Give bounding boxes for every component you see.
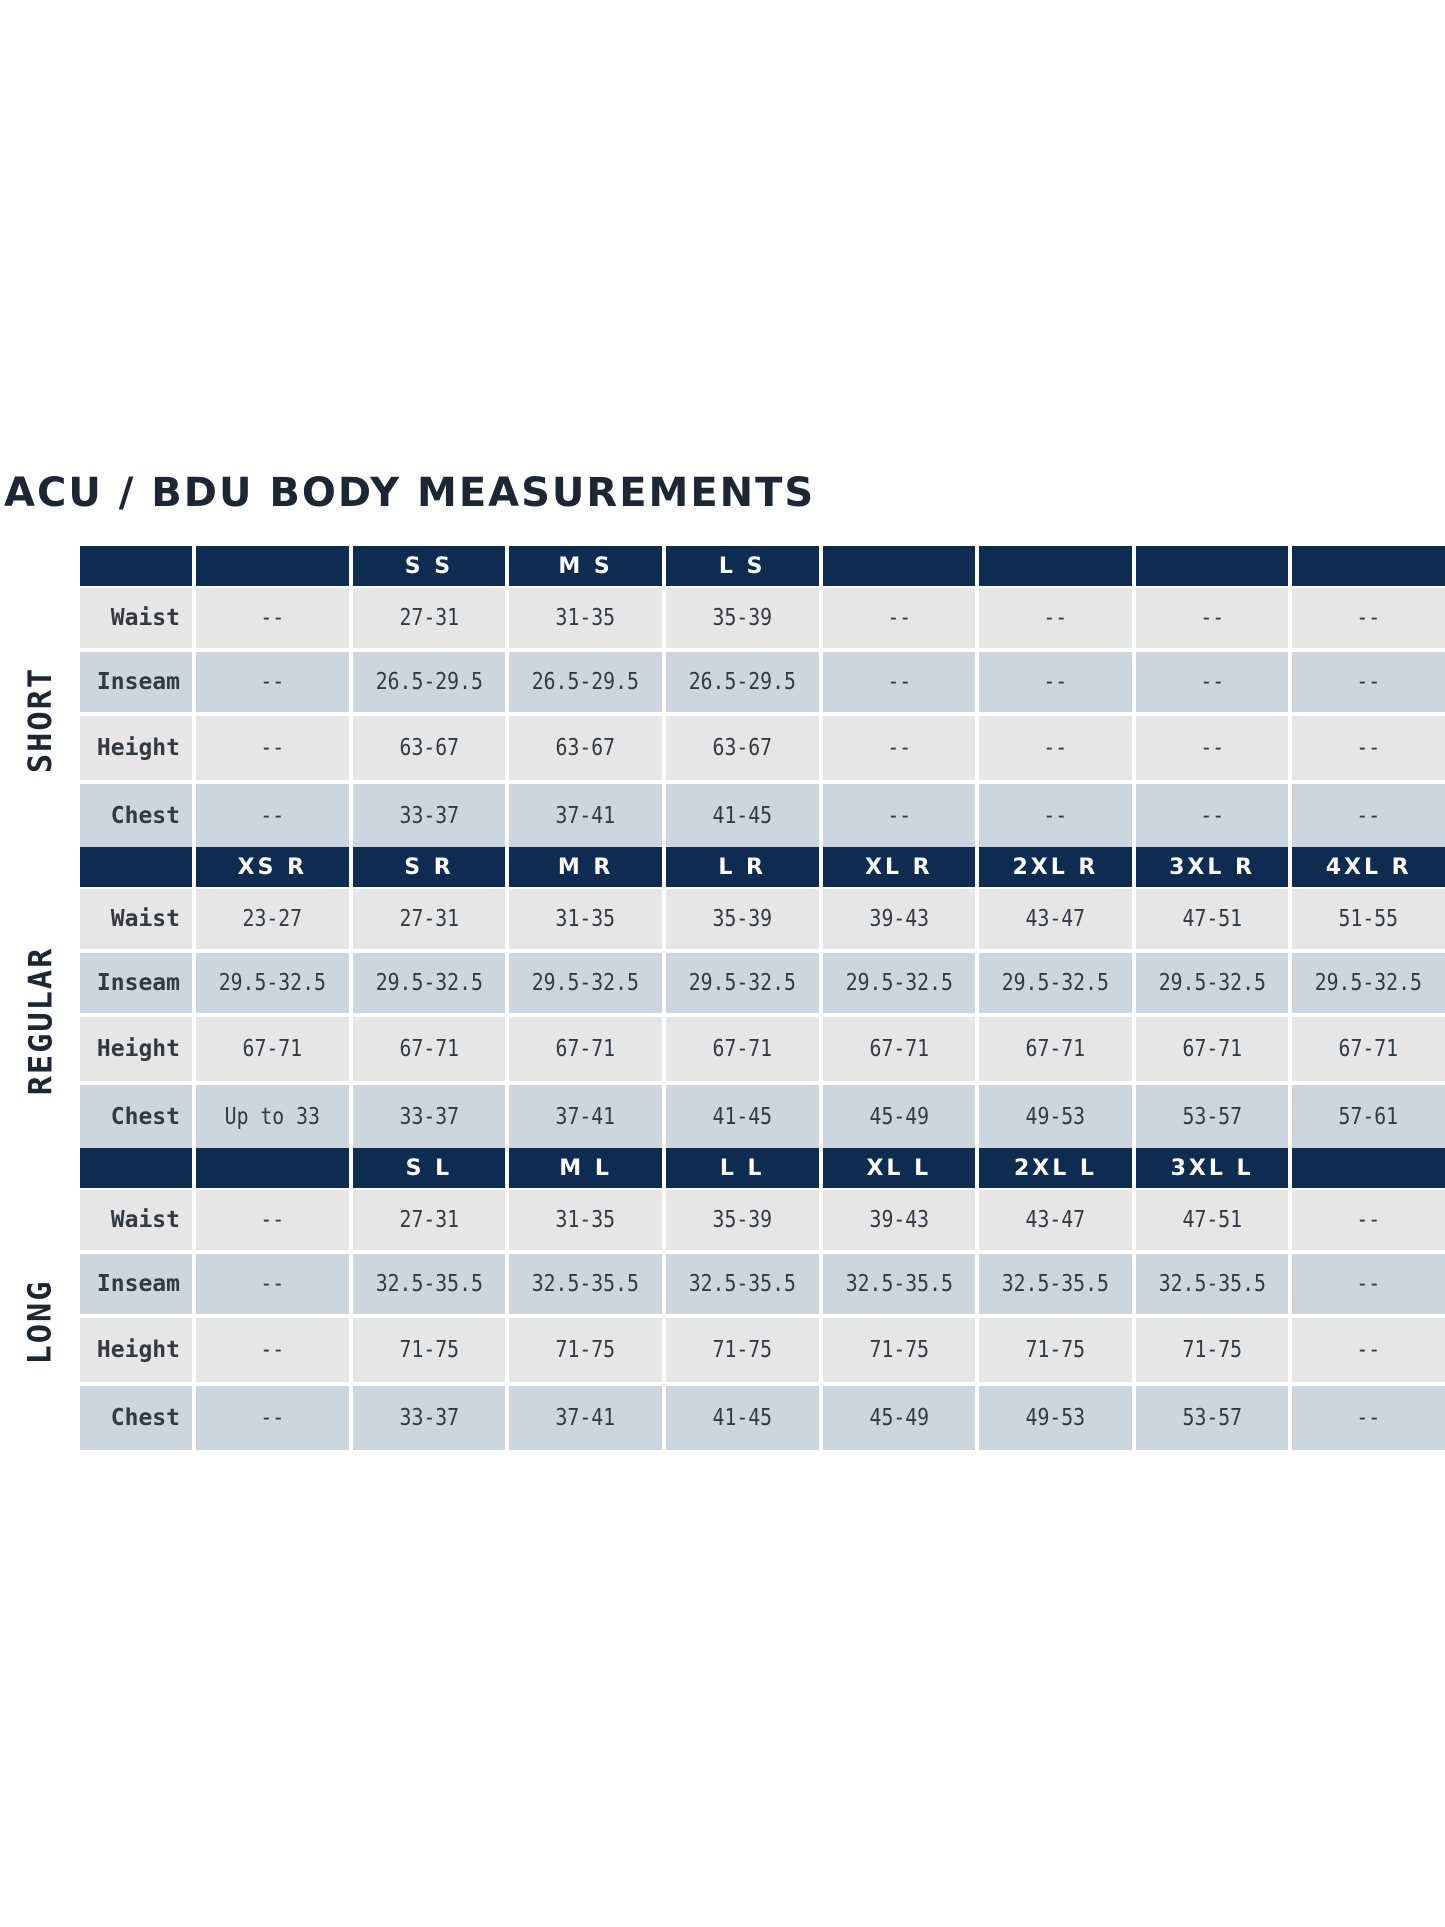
measure-row-inseam: [80, 1254, 1445, 1314]
size-header-cell: L R: [666, 847, 819, 887]
table-cell: [196, 1386, 349, 1450]
table-cell: [1136, 652, 1289, 712]
section-regular: [21, 847, 1445, 1149]
size-header-cell: [1292, 546, 1445, 586]
cell-value: 41-45: [712, 803, 772, 829]
table-cell: [509, 1318, 662, 1382]
table-cell: [1136, 1386, 1289, 1450]
table-cell: [979, 1318, 1132, 1382]
table-cell: [353, 1017, 506, 1081]
table-cell: [353, 716, 506, 780]
size-header-cell: [80, 546, 192, 586]
table-cell: [509, 953, 662, 1013]
size-header-cell: S R: [353, 847, 506, 887]
table-cell: [666, 784, 819, 848]
cell-value: 26.5-29.5: [688, 669, 796, 695]
cell-value: 31-35: [555, 906, 616, 932]
measure-row-chest: [80, 1386, 1445, 1450]
cell-value: 63-67: [555, 735, 616, 761]
table-cell: [823, 652, 976, 712]
row-label: Height: [80, 1318, 192, 1382]
cell-value: 23-27: [242, 906, 303, 932]
size-header-cell: L L: [666, 1148, 819, 1188]
cell-value: 49-53: [1025, 1104, 1086, 1130]
cell-value: --: [260, 669, 285, 695]
row-label: Waist: [80, 889, 192, 949]
cell-value: 43-47: [1025, 906, 1086, 932]
size-header-cell: S S: [353, 546, 506, 586]
cell-value: --: [1043, 735, 1068, 761]
table-cell: [509, 716, 662, 780]
cell-value: --: [886, 669, 911, 695]
table-cell: [509, 652, 662, 712]
measure-row-height: [80, 1017, 1445, 1081]
table-cell: [353, 652, 506, 712]
table-cell: [196, 953, 349, 1013]
row-label: Inseam: [80, 1254, 192, 1314]
cell-value: --: [1356, 1271, 1381, 1297]
table-cell: [1292, 953, 1445, 1013]
table-cell: [1136, 588, 1289, 648]
chart-title: ACU / BDU BODY MEASUREMENTS: [4, 470, 816, 516]
cell-value: 35-39: [712, 906, 772, 932]
cell-value: --: [260, 1405, 285, 1431]
cell-value: 49-53: [1025, 1405, 1086, 1431]
table-cell: [1292, 1085, 1445, 1149]
cell-value: 32.5-35.5: [688, 1271, 796, 1297]
size-header-cell: [823, 546, 976, 586]
cell-value: 71-75: [555, 1337, 616, 1363]
cell-value: 71-75: [869, 1337, 929, 1363]
cell-value: --: [1356, 1337, 1381, 1363]
cell-value: 53-57: [1182, 1104, 1242, 1130]
cell-value: --: [1200, 605, 1224, 631]
section-long: [21, 1148, 1445, 1450]
section-label-text: LONG: [21, 1279, 59, 1365]
table-cell: [1292, 1386, 1445, 1450]
measure-row-waist: [80, 588, 1445, 648]
table-cell: [1136, 1318, 1289, 1382]
cell-value: --: [1200, 803, 1224, 829]
cell-value: --: [1356, 1207, 1381, 1233]
size-header-cell: [80, 1148, 192, 1188]
cell-value: 29.5-32.5: [531, 970, 640, 996]
cell-value: --: [1356, 1405, 1381, 1431]
table-cell: [823, 1254, 976, 1314]
table-cell: [666, 1254, 819, 1314]
table-cell: [666, 1017, 819, 1081]
cell-value: 41-45: [712, 1405, 772, 1431]
table-cell: [1292, 716, 1445, 780]
table-cell: [353, 784, 506, 848]
table-cell: [979, 588, 1132, 648]
table-cell: [196, 1190, 349, 1250]
cell-value: --: [886, 803, 911, 829]
cell-value: 47-51: [1182, 906, 1242, 932]
table-cell: [823, 1190, 976, 1250]
size-header-cell: 3XL L: [1136, 1148, 1289, 1188]
section-label-text: REGULAR: [21, 946, 60, 1096]
cell-value: 37-41: [555, 1104, 616, 1130]
size-header-cell: [1292, 1148, 1445, 1188]
size-header-cell: 2XL R: [979, 847, 1132, 887]
table-cell: [823, 1318, 976, 1382]
cell-value: 31-35: [555, 605, 616, 631]
table-cell: [196, 1085, 349, 1149]
cell-value: 27-31: [399, 605, 459, 631]
table-cell: [1292, 889, 1445, 949]
cell-value: 67-71: [869, 1036, 929, 1062]
cell-value: --: [1043, 605, 1068, 631]
table-cell: [979, 1017, 1132, 1081]
size-header-cell: [979, 546, 1132, 586]
table-cell: [979, 953, 1132, 1013]
measure-row-waist: [80, 889, 1445, 949]
table-cell: [979, 1085, 1132, 1149]
table-cell: [1292, 784, 1445, 848]
size-header-cell: L S: [666, 546, 819, 586]
section-label: [0, 893, 80, 1149]
cell-value: 71-75: [399, 1337, 459, 1363]
table-cell: [1136, 1190, 1289, 1250]
table-cell: [1292, 588, 1445, 648]
cell-value: --: [260, 605, 285, 631]
table-cell: [509, 784, 662, 848]
measure-row-inseam: [80, 953, 1445, 1013]
cell-value: 71-75: [1182, 1337, 1242, 1363]
size-header-cell: [196, 1148, 349, 1188]
cell-value: --: [260, 1207, 285, 1233]
cell-value: 26.5-29.5: [375, 669, 483, 695]
cell-value: 33-37: [399, 1405, 459, 1431]
cell-value: 67-71: [555, 1036, 616, 1062]
table-cell: [509, 1085, 662, 1149]
row-label: Chest: [80, 784, 192, 848]
row-label: Chest: [80, 1085, 192, 1149]
cell-value: 41-45: [712, 1104, 772, 1130]
cell-value: --: [1200, 735, 1224, 761]
cell-value: 33-37: [399, 1104, 459, 1130]
table-cell: [666, 588, 819, 648]
cell-value: --: [1043, 669, 1068, 695]
section-label: [0, 1194, 80, 1450]
cell-value: 26.5-29.5: [531, 669, 640, 695]
measure-row-chest: [80, 1085, 1445, 1149]
table-cell: [353, 1386, 506, 1450]
table-cell: [1292, 1017, 1445, 1081]
cell-value: 39-43: [869, 906, 929, 932]
table-cell: [196, 716, 349, 780]
size-header-row: [80, 1148, 1445, 1188]
row-label: Waist: [80, 588, 192, 648]
size-header-row: [80, 546, 1445, 586]
cell-value: 27-31: [399, 906, 459, 932]
table-cell: [1292, 1318, 1445, 1382]
cell-value: --: [1043, 803, 1068, 829]
cell-value: 29.5-32.5: [375, 970, 483, 996]
cell-value: 43-47: [1025, 1207, 1086, 1233]
cell-value: 37-41: [555, 1405, 616, 1431]
cell-value: --: [886, 605, 911, 631]
row-label: Inseam: [80, 953, 192, 1013]
table-cell: [509, 1254, 662, 1314]
section-label-text: SHORT: [21, 666, 60, 774]
size-header-cell: M S: [509, 546, 662, 586]
table-cell: [1292, 1190, 1445, 1250]
measure-row-height: [80, 1318, 1445, 1382]
table-cell: [509, 889, 662, 949]
cell-value: 45-49: [869, 1104, 929, 1130]
table-cell: [196, 1318, 349, 1382]
cell-value: --: [1356, 735, 1381, 761]
cell-value: --: [260, 1337, 285, 1363]
size-header-row: [80, 847, 1445, 887]
row-label: Chest: [80, 1386, 192, 1450]
table-cell: [353, 1254, 506, 1314]
table-cell: [979, 1386, 1132, 1450]
row-label: Waist: [80, 1190, 192, 1250]
table-cell: [353, 1190, 506, 1250]
table-cell: [509, 588, 662, 648]
cell-value: 67-71: [712, 1036, 772, 1062]
size-header-cell: [1136, 546, 1289, 586]
table-cell: [196, 1254, 349, 1314]
cell-value: 29.5-32.5: [1158, 970, 1266, 996]
row-label: Height: [80, 1017, 192, 1081]
cell-value: 29.5-32.5: [218, 970, 326, 996]
table-cell: [509, 1190, 662, 1250]
size-header-cell: XL R: [823, 847, 976, 887]
table-cell: [1292, 652, 1445, 712]
measure-row-waist: [80, 1190, 1445, 1250]
table-cell: [979, 784, 1132, 848]
table-cell: [509, 1386, 662, 1450]
table-cell: [353, 953, 506, 1013]
cell-value: 32.5-35.5: [531, 1271, 640, 1297]
table-cell: [666, 1085, 819, 1149]
size-header-cell: 2XL L: [979, 1148, 1132, 1188]
cell-value: 39-43: [869, 1207, 929, 1233]
cell-value: 29.5-32.5: [845, 970, 953, 996]
size-header-cell: [196, 546, 349, 586]
table-cell: [666, 1190, 819, 1250]
cell-value: 57-61: [1338, 1104, 1399, 1130]
table-cell: [1292, 1254, 1445, 1314]
table-cell: [666, 1386, 819, 1450]
cell-value: 71-75: [712, 1337, 772, 1363]
cell-value: --: [260, 803, 285, 829]
cell-value: 67-71: [1025, 1036, 1086, 1062]
size-header-cell: S L: [353, 1148, 506, 1188]
cell-value: 32.5-35.5: [845, 1271, 953, 1297]
table-cell: [1136, 889, 1289, 949]
table-cell: [196, 889, 349, 949]
cell-value: 27-31: [399, 1207, 459, 1233]
table-cell: [196, 1017, 349, 1081]
size-header-cell: 4XL R: [1292, 847, 1445, 887]
table-cell: [666, 889, 819, 949]
table-cell: [1136, 953, 1289, 1013]
cell-value: 32.5-35.5: [1001, 1271, 1110, 1297]
table-cell: [666, 953, 819, 1013]
cell-value: 32.5-35.5: [1158, 1271, 1266, 1297]
cell-value: --: [1356, 605, 1381, 631]
row-label: Height: [80, 716, 192, 780]
cell-value: 29.5-32.5: [1001, 970, 1110, 996]
cell-value: 67-71: [1182, 1036, 1242, 1062]
cell-value: 33-37: [399, 803, 459, 829]
table-cell: [823, 588, 976, 648]
cell-value: 63-67: [712, 735, 772, 761]
table-cell: [823, 1017, 976, 1081]
section-label: [0, 592, 80, 848]
row-label: Inseam: [80, 652, 192, 712]
cell-value: 67-71: [1338, 1036, 1399, 1062]
cell-value: 67-71: [242, 1036, 303, 1062]
table-cell: [823, 784, 976, 848]
measure-row-height: [80, 716, 1445, 780]
table-cell: [823, 953, 976, 1013]
table-cell: [666, 652, 819, 712]
cell-value: 51-55: [1338, 906, 1399, 932]
size-header-cell: M L: [509, 1148, 662, 1188]
cell-value: 47-51: [1182, 1207, 1242, 1233]
table-cell: [196, 588, 349, 648]
table-cell: [979, 716, 1132, 780]
table-cell: [979, 1254, 1132, 1314]
table-cell: [823, 716, 976, 780]
cell-value: 31-35: [555, 1207, 616, 1233]
table-cell: [509, 1017, 662, 1081]
size-header-cell: XS R: [196, 847, 349, 887]
table-cell: [1136, 784, 1289, 848]
table-cell: [823, 889, 976, 949]
cell-value: 67-71: [399, 1036, 459, 1062]
cell-value: --: [260, 735, 285, 761]
size-header-cell: 3XL R: [1136, 847, 1289, 887]
table-cell: [979, 652, 1132, 712]
cell-value: 37-41: [555, 803, 616, 829]
table-cell: [1136, 1085, 1289, 1149]
cell-value: 32.5-35.5: [375, 1271, 483, 1297]
cell-value: --: [260, 1271, 285, 1297]
table-cell: [353, 1318, 506, 1382]
cell-value: --: [886, 735, 911, 761]
table-cell: [196, 652, 349, 712]
section-short: [21, 546, 1445, 848]
measure-row-chest: [80, 784, 1445, 848]
table-cell: [823, 1386, 976, 1450]
cell-value: 45-49: [869, 1405, 929, 1431]
cell-value: 35-39: [712, 605, 772, 631]
table-cell: [979, 889, 1132, 949]
table-cell: [1136, 716, 1289, 780]
size-header-cell: XL L: [823, 1148, 976, 1188]
table-cell: [666, 1318, 819, 1382]
table-cell: [353, 588, 506, 648]
cell-value: --: [1200, 669, 1224, 695]
table-cell: [1136, 1254, 1289, 1314]
table-cell: [666, 716, 819, 780]
size-header-cell: [80, 847, 192, 887]
cell-value: 63-67: [399, 735, 459, 761]
table-cell: [823, 1085, 976, 1149]
table-cell: [196, 784, 349, 848]
cell-value: --: [1356, 669, 1381, 695]
cell-value: Up to 33: [224, 1104, 320, 1130]
cell-value: 29.5-32.5: [1315, 970, 1423, 996]
table-cell: [979, 1190, 1132, 1250]
cell-value: 53-57: [1182, 1405, 1242, 1431]
cell-value: 35-39: [712, 1207, 772, 1233]
size-header-cell: M R: [509, 847, 662, 887]
table-cell: [353, 1085, 506, 1149]
measure-row-inseam: [80, 652, 1445, 712]
cell-value: 71-75: [1025, 1337, 1086, 1363]
cell-value: --: [1356, 803, 1381, 829]
table-cell: [1136, 1017, 1289, 1081]
table-cell: [353, 889, 506, 949]
cell-value: 29.5-32.5: [688, 970, 796, 996]
